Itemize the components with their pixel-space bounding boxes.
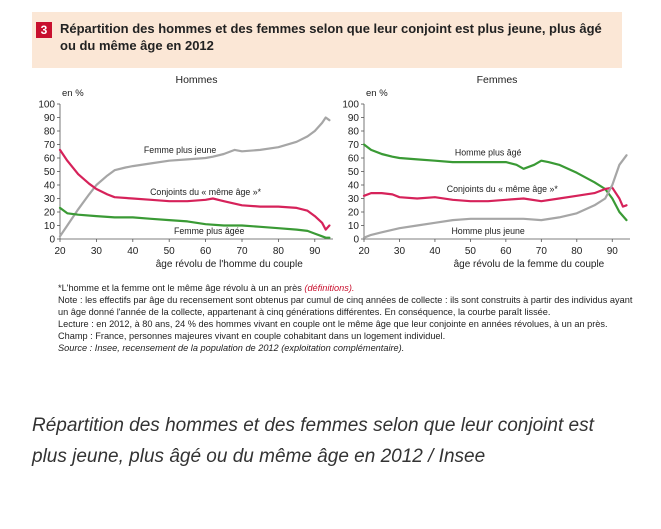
x-tick-label: 30 [393,246,406,257]
y-tick-label: 40 [43,180,55,192]
x-tick-label: 30 [90,246,102,257]
x-tick-label: 70 [535,246,547,257]
y-tick-label: 60 [43,153,55,165]
y-tick-label: 80 [347,126,359,138]
series-label: Conjoints du « même âge »* [446,184,558,195]
lecture-text: Lecture : en 2012, à 80 ans, 24 % des hommes vivant en couple ont le même âge que leur conjointe en années révolues, à un an près. [58,319,608,329]
x-tick-label: 90 [606,246,618,257]
y-tick-label: 100 [342,99,359,111]
chart-panel-femmes [342,74,630,270]
figure-header [32,12,622,68]
image-caption: Répartition des hommes et des femmes selon que leur conjoint est plus jeune, plus âgé ou du même âge en 2012 / Insee [32,415,594,467]
figure-title: Répartition des hommes et des femmes selon que leur conjoint est plus jeune, plus âgé ou du même âge en 2012 [60,21,602,53]
chart-title: Hommes [175,74,218,86]
y-tick-label: 60 [347,153,359,165]
x-tick-label: 60 [200,246,212,257]
chart-title: Femmes [476,74,518,86]
x-tick-label: 40 [429,246,441,257]
x-tick-label: 20 [54,246,66,257]
x-tick-label: 50 [464,246,476,257]
chart-notes [58,282,633,354]
charts-area [30,68,630,278]
y-tick-label: 50 [347,167,359,178]
y-tick-label: 0 [353,234,359,246]
y-axis-label: en % [62,88,84,99]
series-label: Femme plus jeune [143,144,217,155]
source-text: Source : Insee, recensement de la population de 2012 (exploitation complémentaire). [58,343,405,353]
y-tick-label: 90 [347,113,359,124]
footnote-text: *L'homme et la femme ont le même âge révolu à un an près [58,283,302,293]
y-tick-label: 40 [347,180,359,192]
series-label: Femme plus âgée [174,225,245,236]
x-tick-label: 80 [272,246,284,257]
x-axis-label: âge révolu de l'homme du couple [155,259,303,270]
y-tick-label: 50 [43,167,55,178]
x-axis-label: âge révolu de la femme du couple [453,259,605,270]
x-tick-label: 60 [500,246,512,257]
y-tick-label: 90 [43,113,55,124]
y-tick-label: 10 [43,221,55,232]
y-tick-label: 100 [38,99,55,111]
y-tick-label: 20 [347,207,359,219]
x-tick-label: 70 [236,246,248,257]
figure-number-badge: 3 [36,22,52,38]
champ-text: Champ : France, personnes majeures vivant en couple cohabitant dans un logement individuel. [58,331,446,341]
y-tick-label: 80 [43,126,55,138]
y-axis-label: en % [366,88,388,99]
y-tick-label: 20 [43,207,55,219]
note-text: Note : les effectifs par âge du recensement sont obtenus par cumul de cinq années de collecte : ils sont construits à partir des individus ayant un âge donné l'année de la collecte, appartenant à cinq générations différentes. En conséquence, la courbe paraît lissée. [58,295,633,317]
footnote [58,282,633,294]
series-label: Conjoints du « même âge »* [150,186,262,197]
x-tick-label: 80 [571,246,583,257]
y-tick-label: 0 [49,234,55,246]
x-tick-label: 90 [309,246,321,257]
y-tick-label: 30 [347,194,359,205]
series-label: Homme plus âgé [454,147,522,158]
y-tick-label: 70 [347,140,359,151]
series-label: Homme plus jeune [451,225,525,236]
x-tick-label: 20 [358,246,370,257]
x-tick-label: 40 [127,246,139,257]
x-tick-label: 50 [163,246,175,257]
y-tick-label: 70 [43,140,55,151]
y-tick-label: 30 [43,194,55,205]
series-line [60,118,329,237]
definitions-link[interactable]: (définitions). [304,283,355,293]
y-tick-label: 10 [347,221,359,232]
chart-panel-hommes [38,74,333,270]
